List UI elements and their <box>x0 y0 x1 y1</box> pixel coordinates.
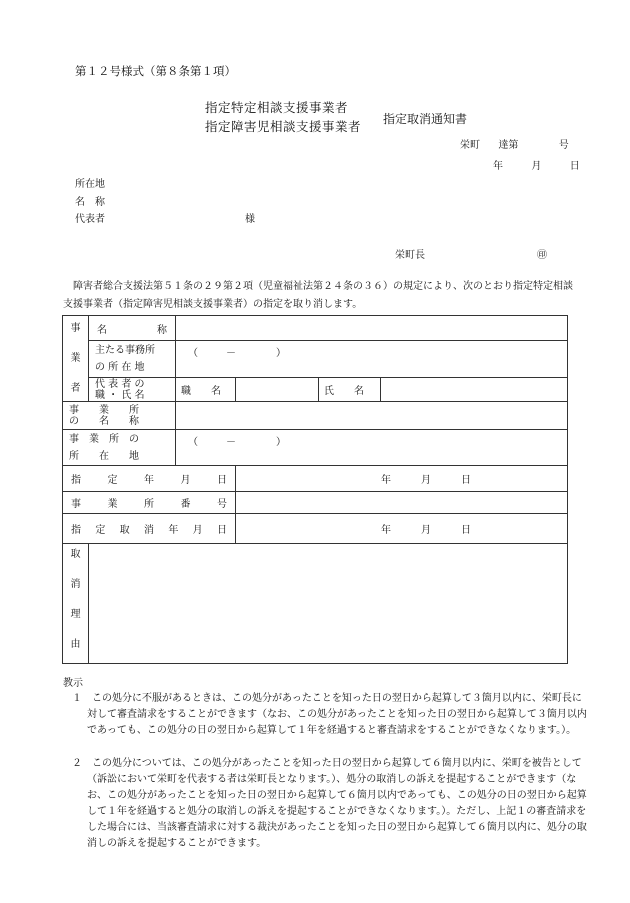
person-name-value <box>381 378 568 402</box>
doc-no-mid: 達第 <box>498 140 519 151</box>
title-suffix: 指定取消通知書 <box>383 112 468 126</box>
title-line-2: 指定障害児相談支援事業者 <box>205 119 362 134</box>
note-1: １ この処分に不服があるときは、この処分があったことを知った日の翌日から起算して３箇月以内に、栄町長に対して審査請求をすることができます（なお、この処分があったことを知った日の翌日から起算して３箇月以内であっても、この処分の日の翌日から起算して１年を経過すると審査請求をすることができなくなります。）。 <box>72 693 587 736</box>
reason-vertical-label: 取 消 理 由 <box>63 544 89 664</box>
representative-label: 代表者 <box>75 214 105 225</box>
site-name-value <box>176 402 568 430</box>
date-year: 年 <box>493 161 503 172</box>
doc-no-suffix: 号 <box>558 140 569 151</box>
revocation-date-header: 指 定 取 消 年 月 日 <box>63 514 236 544</box>
designation-date-value: 年 月 日 <box>236 466 568 492</box>
designation-date-header: 指 定 年 月 日 <box>63 466 236 492</box>
form-number: 第１２号様式（第８条第１項） <box>75 64 236 78</box>
title-line-1: 指定特定相談支援事業者 <box>205 100 349 115</box>
site-number-header: 事 業 所 番 号 <box>63 492 236 514</box>
name-value <box>176 316 568 341</box>
address-label: 所在地 <box>75 179 105 190</box>
designation-table <box>62 315 568 664</box>
date-day: 日 <box>569 161 580 172</box>
representative-header: 代 表 者 の 職 ・ 氏 名 <box>89 378 176 402</box>
position-label: 職 名 <box>176 378 236 402</box>
reason-value <box>89 544 568 664</box>
name-label: 名 称 <box>75 197 105 208</box>
office-address-header: 主たる事務所 の 所 在 地 <box>89 341 176 378</box>
issue-date <box>493 157 580 172</box>
honorific: 様 <box>245 214 255 225</box>
jigyosha-vertical-label: 事 業 者 <box>63 316 89 402</box>
doc-no-prefix: 栄町 <box>460 140 480 151</box>
name-header: 名 称 <box>89 316 176 341</box>
office-address-value: （ － ） <box>176 341 568 378</box>
seal-mark: ㊞ <box>537 250 547 261</box>
person-name-label: 氏 名 <box>319 378 381 402</box>
revocation-date-value: 年 月 日 <box>236 514 568 544</box>
site-number-value <box>236 492 568 514</box>
date-month: 月 <box>531 161 542 172</box>
position-value <box>236 378 319 402</box>
notes-title: 教示 <box>63 678 83 689</box>
site-address-header: 事 業 所 の 所 在 地 <box>63 430 176 466</box>
issuer-title: 栄町長 <box>395 250 425 261</box>
site-name-header: 事 業 所 の 名 称 <box>63 402 176 430</box>
document-number <box>460 136 569 151</box>
note-2: ２ この処分については、この処分があったことを知った日の翌日から起算して６箇月以内に、栄町を被告として（訴訟において栄町を代表する者は栄町長となります。）、処分の取消しの訴えを提起することができます（なお、この処分があったことを知った日の翌日から起算して６箇月以内であっても、この処分の日の翌日から起算して１年を経過すると処分の取消しの訴えを提起することができなくなります。）。ただし、上記１の審査請求をした場合には、当該審査請求に対する裁決があったことを知った日の翌日から起算して６箇月以内に、処分の取消しの訴えを提起することができます。 <box>72 758 587 849</box>
site-address-value: （ － ） <box>176 430 568 466</box>
intro-text: 障害者総合支援法第５１条の２９第２項（児童福祉法第２４条の３６）の規定により、次のとおり指定特定相談支援事業者（指定障害児相談支援事業者）の指定を取り消します。 <box>63 281 573 310</box>
